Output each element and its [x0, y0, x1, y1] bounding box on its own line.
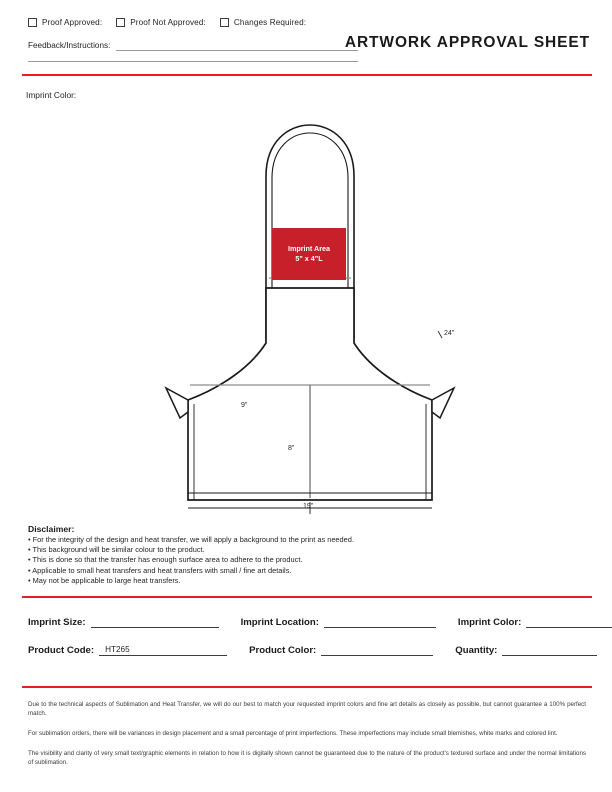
- form-row-imprint: [28, 616, 588, 628]
- legal-paragraph: Due to the technical aspects of Sublimation and Heat Transfer, we will do our best to match your requested imprint colors and fine art details as closely as possible, but cannot guarantee a 100% perfect match.: [28, 701, 586, 717]
- header: [0, 0, 612, 72]
- checkbox-proof-approved[interactable]: [28, 18, 102, 27]
- dimension-height: 24": [444, 330, 455, 337]
- field-imprint-location: [241, 616, 436, 628]
- checkbox-icon[interactable]: [116, 18, 125, 27]
- form-row-product: [28, 644, 588, 656]
- field-product-color: [249, 644, 433, 656]
- disclaimer-section: [28, 524, 568, 586]
- checkbox-icon[interactable]: [28, 18, 37, 27]
- legal-paragraph: For sublimation orders, there will be variances in design placement and a small percentage of print imperfections. These imperfections may include small blemishes, white marks and colored lint.: [28, 730, 558, 737]
- feedback-label: Feedback/Instructions:: [28, 41, 111, 50]
- field-value: HT265: [105, 645, 130, 654]
- checkbox-label: Proof Not Approved:: [130, 18, 206, 27]
- field-label: Imprint Location:: [240, 617, 319, 628]
- imprint-area-title: Imprint Area: [287, 244, 331, 253]
- field-product-code: [28, 644, 227, 656]
- imprint-color-input[interactable]: [526, 616, 612, 628]
- field-label: Quantity:: [455, 645, 498, 656]
- feedback-row: [28, 41, 358, 51]
- divider-bottom: [22, 686, 592, 688]
- checkbox-label: Proof Approved:: [42, 18, 103, 27]
- imprint-color-heading: Imprint Color:: [26, 90, 77, 100]
- feedback-input-line-2[interactable]: [28, 61, 358, 62]
- quantity-input[interactable]: [502, 644, 597, 656]
- checkbox-changes-required[interactable]: [220, 18, 306, 27]
- disclaimer-item: • Applicable to small heat transfers and heat transfers with small / fine art details.: [28, 565, 292, 575]
- imprint-area-size: 5" x 4"L: [295, 254, 323, 263]
- checkbox-label: Changes Required:: [233, 18, 307, 27]
- dimension-width: 19": [303, 503, 314, 510]
- field-quantity: [455, 644, 597, 656]
- disclaimer-list: [28, 535, 568, 586]
- legal-paragraph: The visibility and clarity of very small text/graphic elements in relation to how it is digitally shown cannot be guaranteed due to the nature of the product's textured surface and under the normal limitations of sublimation.: [28, 750, 586, 766]
- dimension-pocket-height: 8": [288, 445, 295, 452]
- approval-checkbox-row: [28, 18, 306, 27]
- field-label: Imprint Color:: [457, 617, 522, 628]
- disclaimer-item: • For the integrity of the design and heat transfer, we will apply a background to the print as needed.: [28, 535, 354, 544]
- field-label: Product Code:: [28, 645, 95, 656]
- divider-top: [22, 74, 592, 76]
- disclaimer-item: • May not be applicable to large heat transfers.: [28, 575, 181, 585]
- checkbox-proof-not-approved[interactable]: [116, 18, 206, 27]
- dimension-pocket-width: 9": [241, 402, 248, 409]
- divider-middle: [22, 596, 592, 598]
- feedback-input-line-1[interactable]: [116, 41, 358, 51]
- imprint-area-box: [272, 228, 346, 280]
- legal-footer: [28, 700, 586, 778]
- disclaimer-item: • This is done so that the transfer has enough surface area to adhere to the product.: [28, 555, 303, 565]
- field-imprint-size: [28, 616, 219, 628]
- product-code-input[interactable]: [99, 644, 227, 656]
- disclaimer-title: Disclaimer:: [28, 524, 75, 534]
- imprint-location-input[interactable]: [324, 616, 436, 628]
- field-label: Imprint Size:: [28, 617, 86, 628]
- page-title: ARTWORK APPROVAL SHEET: [344, 34, 590, 51]
- product-color-input[interactable]: [321, 644, 433, 656]
- field-imprint-color: [458, 616, 612, 628]
- field-label: Product Color:: [249, 645, 317, 656]
- disclaimer-item: • This background will be similar colour to the product.: [28, 545, 205, 555]
- imprint-size-input[interactable]: [91, 616, 219, 628]
- checkbox-icon[interactable]: [220, 18, 229, 27]
- apron-illustration: [120, 88, 500, 518]
- order-details-form: [28, 616, 588, 672]
